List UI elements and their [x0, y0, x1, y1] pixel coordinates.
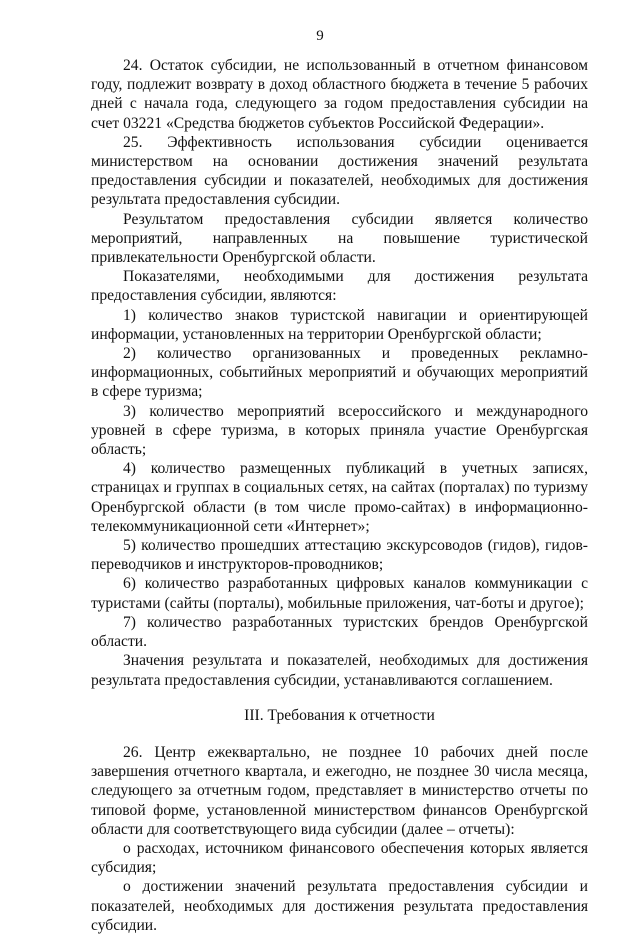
- list-item-2: 2) количество организованных и проведенных рекламно-информационных, событийных мероприятий и обучающих мероприятий в сфере туризма;: [91, 345, 588, 401]
- paragraph-25: 25. Эффективность использования субсидии оценивается министерством на основании достижения значений результата предоставления субсидии и показателей, необходимых для достижения результата предоставления субсидии.: [91, 133, 588, 209]
- section-title: III. Требования к отчетности: [244, 706, 435, 724]
- page-number: 9: [316, 28, 324, 44]
- list-item-1: 1) количество знаков туристской навигации и ориентирующей информации, установленных на территории Оренбургской области;: [91, 306, 588, 343]
- document-body: [91, 56, 588, 935]
- list-item-5: 5) количество прошедших аттестацию экскурсоводов (гидов), гидов-переводчиков и инструкторов-проводников;: [91, 537, 588, 574]
- list-item-7: 7) количество разработанных туристских брендов Оренбургской области.: [91, 613, 588, 651]
- list-item-3: 3) количество мероприятий всероссийского и международного уровней в сфере туризма, в которых приняла участие Оренбургская область;: [91, 402, 588, 459]
- list-item-6: 6) количество разработанных цифровых каналов коммуникации с туристами (сайты (порталы), мобильные приложения, чат-боты и другое);: [91, 575, 588, 612]
- paragraph-values-agreement: Значения результата и показателей, необходимых для достижения результата предоставления субсидии, устанавливаются соглашением.: [91, 652, 588, 689]
- paragraph-26: 26. Центр ежеквартально, не позднее 10 рабочих дней после завершения отчетного квартала, и ежегодно, не позднее 30 числа месяца, следующего за отчетным годом, представляет в министерство отчеты по типовой форме, установленной министерством финансов Оренбургской области для соответствующего вида субсидии (далее – отчеты):: [91, 743, 588, 838]
- paragraph-result: Результатом предоставления субсидии является количество мероприятий, направленных на повышение туристической привлекательности Оренбургской области.: [91, 210, 588, 267]
- list-item-4: 4) количество размещенных публикаций в учетных записях, страницах и группах в социальных сетях, на сайтах (порталах) по туризму Оренбургской области (в том числе промо-сайтах) в информационно-телекоммуникационной сети «Интернет»;: [91, 460, 588, 535]
- paragraph-24: 24. Остаток субсидии, не использованный в отчетном финансовом году, подлежит возврату в доход областного бюджета в течение 5 рабочих дней с начала года, следующего за годом предоставления субсидии на счет 03221 «Средства бюджетов субъектов Российской Федерации».: [91, 57, 588, 132]
- report-expenses: о расходах, источником финансового обеспечения которых является субсидия;: [91, 839, 588, 877]
- paragraph-indicators-intro: Показателями, необходимыми для достижения результата предоставления субсидии, являются:: [91, 268, 588, 305]
- report-achievement: о достижении значений результата предоставления субсидии и показателей, необходимых для достижения результата предоставления субсидии.: [91, 878, 588, 934]
